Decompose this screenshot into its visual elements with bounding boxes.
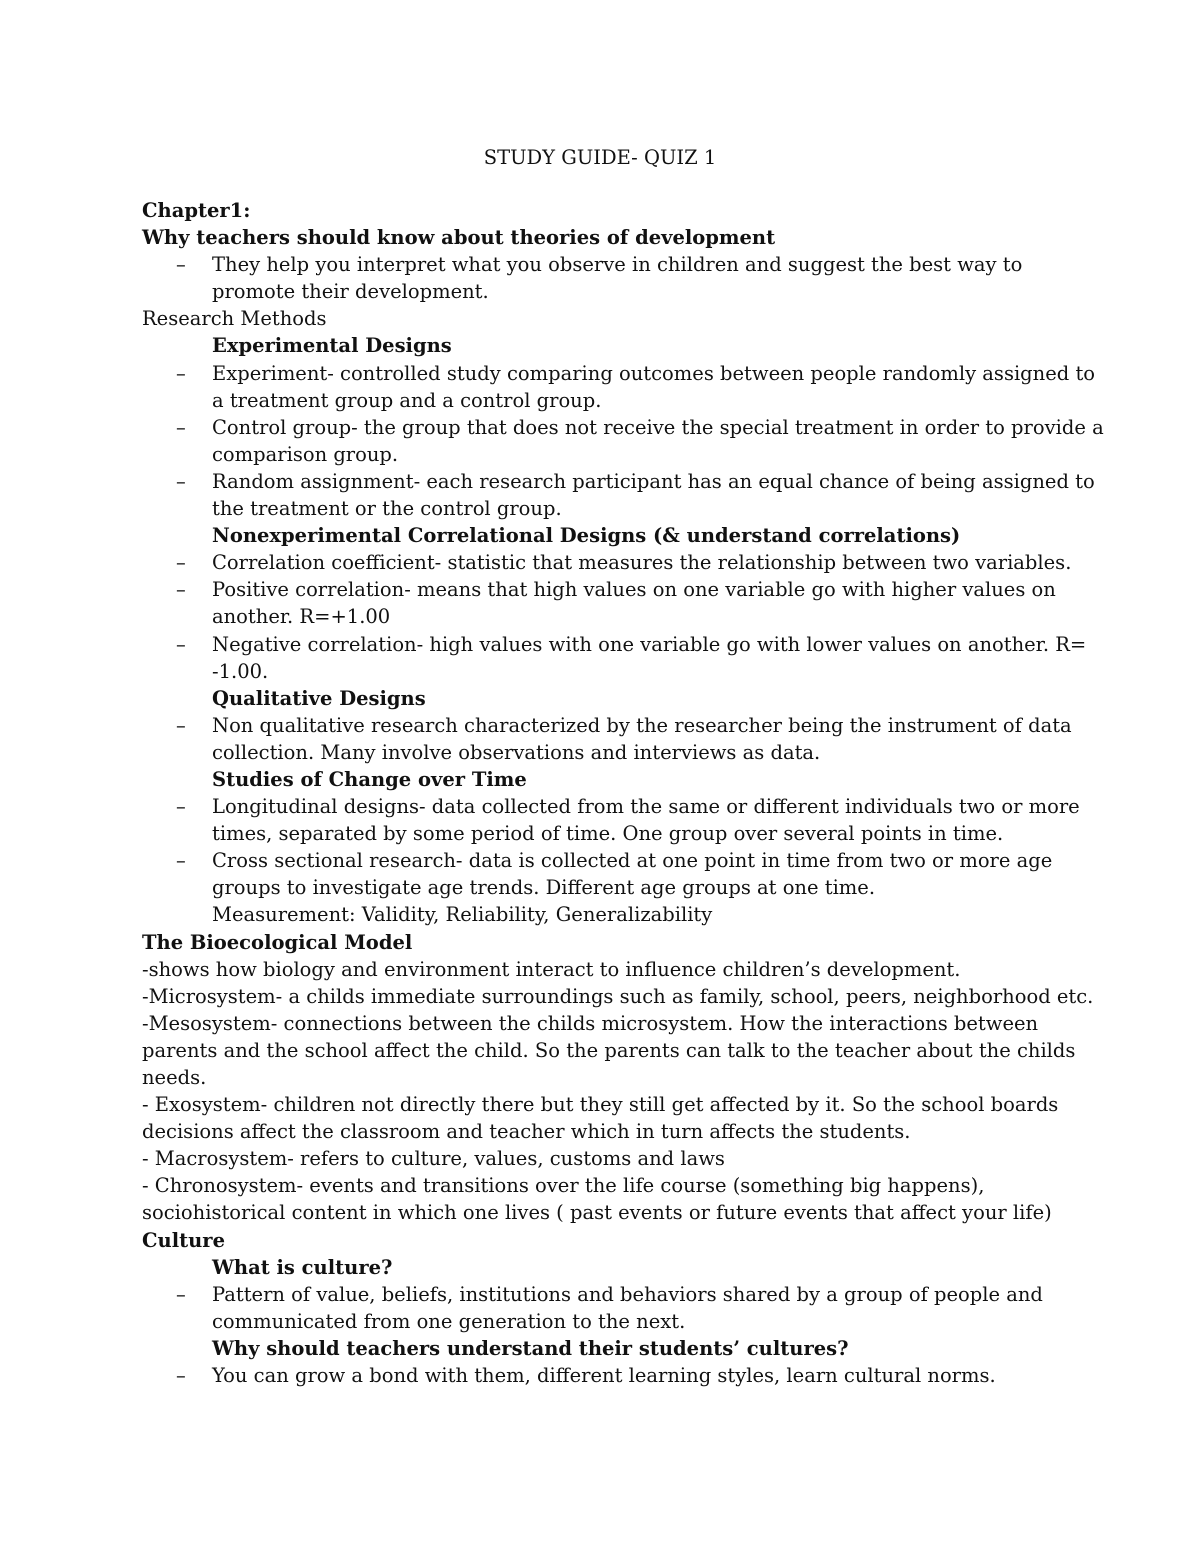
document-title: STUDY GUIDE- QUIZ 1 xyxy=(483,146,717,169)
list-item: – They help you interpret what you observe in children and suggest the best way to promote their development. xyxy=(176,253,1023,304)
qualitative-heading: Qualitative Designs xyxy=(212,686,426,710)
bioecological-heading: The Bioecological Model xyxy=(142,930,413,954)
measurement-line: Measurement: Validity, Reliability, Generalizability xyxy=(212,903,713,927)
culture-heading: Culture xyxy=(142,1228,225,1252)
list-item: – Cross sectional research- data is collected at one point in time from two or more age groups to investigate age trends. Different age groups at one time. xyxy=(176,849,1053,900)
list-item: – Correlation coefficient- statistic that measures the relationship between two variables. xyxy=(142,549,1062,576)
text-line: sociohistorical content in which one lives ( past events or future events that affect your life) xyxy=(142,1201,1052,1225)
text-line: parents and the school affect the child. So the parents can talk to the teacher about the childs xyxy=(142,1038,1076,1062)
list-item: – Control group- the group that does not receive the special treatment in order to provide a comparison group. xyxy=(176,415,1104,466)
list-item: – Non qualitative research characterized by the researcher being the instrument of data collection. Many involve observations and interviews as data. xyxy=(176,713,1072,764)
list-item: – Positive correlation- means that high values on one variable go with higher values on another. R=+1.00 xyxy=(176,578,1056,629)
chapter-heading: Chapter1: xyxy=(142,199,251,222)
correlational-heading: Nonexperimental Correlational Designs (& understand correlations) xyxy=(212,524,961,548)
list-item: – Negative correlation- high values with one variable go with lower values on another. R= -1.00. xyxy=(176,632,1087,683)
why-teachers-heading: Why teachers should know about theories of development xyxy=(142,226,776,250)
text-line: -Mesosystem- connections between the childs microsystem. How the interactions between xyxy=(142,1011,1039,1035)
bullet-dash: – xyxy=(176,469,186,493)
bullet-dash: – xyxy=(176,1364,186,1388)
text-line: - Exosystem- children not directly there but they still get affected by it. So the school boards xyxy=(142,1093,1059,1117)
bullet-dash: – xyxy=(176,713,186,737)
what-is-culture-question: What is culture? xyxy=(212,1255,393,1279)
bullet-dash: – xyxy=(176,849,186,873)
text-line: -shows how biology and environment interact to influence children’s development. xyxy=(142,957,961,981)
bullet-dash: – xyxy=(176,551,186,575)
document-body xyxy=(142,197,1104,1389)
bullet-dash: – xyxy=(176,578,186,602)
bullet-dash: – xyxy=(176,253,186,277)
bullet-dash: – xyxy=(176,1282,186,1306)
why-understand-cultures-question: Why should teachers understand their students’ cultures? xyxy=(212,1336,849,1360)
text-line: - Macrosystem- refers to culture, values, customs and laws xyxy=(142,1147,725,1171)
text-line: -Microsystem- a childs immediate surroundings such as family, school, peers, neighborhood etc. xyxy=(142,984,1094,1008)
text-line: - Chronosystem- events and transitions over the life course (something big happens), xyxy=(142,1174,985,1198)
text-line: needs. xyxy=(142,1066,207,1089)
bullet-dash: – xyxy=(176,632,186,656)
list-item: – Experiment- controlled study comparing outcomes between people randomly assigned to a treatment group and a control group. xyxy=(176,361,1096,412)
list-item: – Random assignment- each research participant has an equal chance of being assigned to the treatment or the control group. xyxy=(176,469,1095,521)
list-item: – You can grow a bond with them, different learning styles, learn cultural norms. xyxy=(142,1362,1062,1389)
change-over-time-heading: Studies of Change over Time xyxy=(212,767,527,791)
bullet-dash: – xyxy=(176,795,186,819)
text-line: decisions affect the classroom and teacher which in turn affects the students. xyxy=(142,1120,911,1144)
bullet-dash: – xyxy=(176,361,186,385)
experimental-heading: Experimental Designs xyxy=(212,334,452,358)
bullet-dash: – xyxy=(176,415,186,439)
research-methods-label: Research Methods xyxy=(142,307,327,331)
list-item: – Longitudinal designs- data collected from the same or different individuals two or more times, separated by some period of time. One group over several points in time. xyxy=(176,795,1080,846)
list-item: – Pattern of value, beliefs, institutions and behaviors shared by a group of people and communicated from one generation to the next. xyxy=(176,1282,1043,1333)
